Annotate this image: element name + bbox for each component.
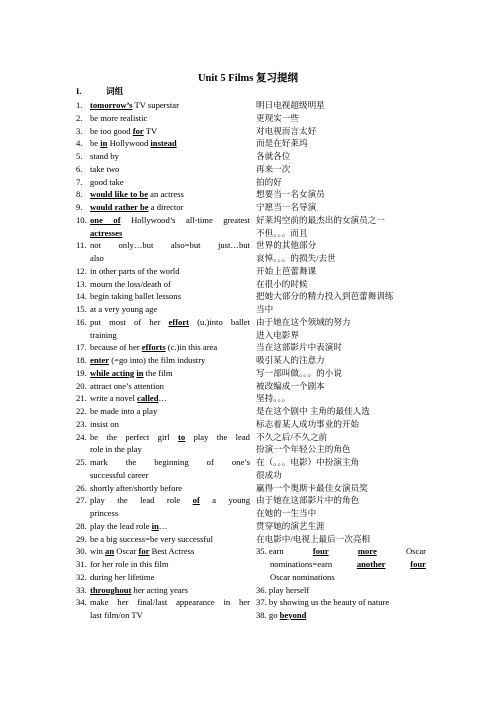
item-phrase (90, 113, 250, 124)
phrase-text: Oscar (405, 546, 426, 557)
phrase-text: go (268, 610, 280, 620)
phrase-text: be a big success=be very successful (90, 533, 213, 544)
item-number: 10. (76, 214, 87, 225)
item-translation: 对电视而言太好 (256, 125, 317, 136)
item-phrase (90, 291, 250, 302)
item-phrase (90, 279, 250, 290)
item-phrase: 35. earn (256, 546, 284, 557)
phrase-text: play the lead (185, 431, 250, 442)
item-number: 33. (76, 584, 87, 595)
item-phrase (90, 138, 250, 149)
phrase-keyword: enter (90, 355, 110, 365)
phrase-keyword: of (192, 495, 200, 506)
item-translation: 吸引某人的注意力 (256, 355, 325, 365)
item-phrase (90, 164, 250, 175)
phrase-text: (u.)into ballet (189, 316, 250, 327)
item-translation: 被改编成一个剧本 (256, 380, 325, 391)
item-translation: 拍的好 (256, 176, 282, 187)
item-number: 18. (76, 355, 87, 365)
list-item (256, 585, 309, 596)
item-phrase (90, 304, 250, 315)
item-phrase (90, 495, 250, 506)
item-phrase (90, 381, 250, 392)
item-phrase (90, 534, 250, 545)
item-number: 15. (76, 304, 87, 314)
item-number: 1. (76, 100, 83, 110)
phrase-text: be too good (90, 125, 133, 136)
item-number: 5. (76, 151, 83, 161)
item-phrase (90, 368, 250, 379)
item-translation: 在电影中/电视上最后一次亮相 (256, 533, 371, 544)
phrase-text: play herself (268, 584, 310, 595)
phrase-keyword: instead (150, 138, 177, 149)
item-translation: 很成功 (256, 469, 282, 480)
item-number: 32. (76, 571, 87, 582)
phrase-text: stand by (90, 151, 119, 161)
section-heading (76, 85, 123, 97)
item-translation: 各就各位 (256, 151, 291, 161)
phrase-text: Best Actress (149, 546, 195, 557)
phrase-keyword: in (151, 520, 159, 531)
item-phrase-continued: training (90, 329, 117, 340)
item-number: 37. (256, 597, 269, 608)
item-phrase (90, 317, 250, 328)
item-number: 24. (76, 431, 87, 442)
item-translation: 不久之后/不久之前 (256, 431, 328, 442)
phrase-text: insist on (90, 418, 119, 429)
phrase-text: at a very young age (90, 304, 158, 314)
item-number: 26. (76, 482, 87, 493)
phrase-text: (=go into) the film industry (109, 355, 206, 365)
item-number: 16. (76, 316, 87, 327)
phrase-keyword: to (178, 431, 186, 442)
item-translation: 哀悼。。。的损失/去世 (256, 253, 336, 263)
item-number: 20. (76, 380, 87, 391)
phrase-text: the film (143, 367, 173, 378)
item-translation: 在很小的时候 (256, 278, 308, 289)
item-phrase-continued: actresses (90, 227, 123, 238)
phrase-text: an actress (148, 189, 184, 200)
item-phrase (90, 483, 250, 494)
item-translation: 由于她在这部影片中的角色 (256, 495, 360, 506)
phrase-keyword: one of (90, 214, 121, 225)
item-number: 22. (76, 406, 87, 416)
item-translation: 想要当一名女演员 (256, 189, 325, 200)
item-phrase (90, 572, 250, 583)
item-phrase (90, 597, 250, 608)
page-title: Unit 5 Films 复习提纲 (197, 73, 299, 84)
phrase-text: play the lead role (90, 495, 193, 506)
item-number: 31. (76, 559, 87, 569)
section-number: I. (76, 86, 82, 96)
item-number: 19. (76, 367, 87, 378)
phrase-text: in other parts of the world (90, 265, 180, 276)
item-number: 36. (256, 584, 269, 595)
phrase-text: attract one’s attention (90, 380, 164, 391)
phrase-keyword: called (137, 393, 159, 404)
item-number: 17. (76, 342, 87, 353)
phrase-text: mourn the loss/death of (90, 278, 171, 289)
item-translation: 扮演一个年轻公主的角色 (256, 444, 351, 455)
list-item (256, 610, 306, 621)
item-phrase-continued (270, 559, 426, 570)
phrase-text: write a novel (90, 393, 138, 404)
item-number: 38. (256, 610, 269, 620)
phrase-text: shortly after/shortly before (90, 482, 183, 493)
phrase-text: by showing us the beauty of nature (268, 597, 390, 608)
item-phrase-continued: also (90, 253, 104, 263)
item-translation: 好莱坞空前的最杰出的女演员之一 (256, 214, 385, 225)
phrase-text: make her final/last appearance in her (90, 597, 250, 608)
list-item (256, 597, 389, 608)
item-translation: 明日电视超级明星 (256, 100, 325, 110)
item-phrase (90, 100, 250, 111)
phrase-text: Oscar (114, 546, 139, 557)
phrase-text: begin taking ballet lessons (90, 291, 181, 302)
item-translation: 把她大部分的精力投入到芭蕾舞训练 (256, 291, 394, 302)
item-phrase (90, 457, 250, 468)
item-translation: 世界的其他部分 (256, 240, 317, 251)
phrase-text: her acting years (131, 584, 188, 595)
phrase-text: … (158, 520, 168, 531)
item-number: 12. (76, 265, 87, 276)
item-translation: 再来一次 (256, 163, 291, 174)
phrase-keyword: in (136, 367, 144, 378)
item-translation: 在（。。。电影）中扮演主角 (256, 457, 360, 467)
item-number: 34. (76, 597, 87, 608)
item-phrase (90, 585, 250, 596)
phrase-text: be (90, 138, 101, 149)
item-phrase (90, 393, 250, 404)
phrase-text: for her role in this film (90, 559, 169, 569)
item-number: 27. (76, 495, 87, 506)
item-translation: 进入电影界 (256, 329, 299, 340)
phrase-text: … (158, 393, 168, 404)
item-number: 23. (76, 418, 87, 429)
phrase-text: Hollywood’s all-time greatest (120, 214, 250, 225)
phrase-keyword: throughout (90, 584, 132, 595)
item-translation: 是在这个剧中 主角的最佳人选 (256, 406, 370, 416)
phrase-text: be made into a play (90, 406, 158, 416)
phrase-text: put most of her (90, 316, 169, 327)
item-phrase (90, 215, 250, 226)
item-translation: 写一部叫做。。。的小说 (256, 367, 342, 378)
item-translation: 坚持。。。 (256, 393, 291, 404)
item-translation: 开始上芭蕾舞课 (256, 265, 317, 276)
item-translation: 贯穿她的演艺生涯 (256, 520, 325, 531)
item-translation: 不但。。。而且 (256, 227, 308, 238)
item-phrase-continued: Oscar nominations (270, 571, 335, 582)
item-number: 21. (76, 393, 87, 404)
item-phrase-continued: last film/on TV (90, 610, 143, 620)
item-phrase (90, 355, 250, 366)
item-phrase (90, 126, 250, 137)
item-phrase (90, 266, 250, 277)
phrase-keyword: four (410, 559, 426, 569)
phrase-text: good take (90, 176, 124, 187)
phrase-keyword: four (312, 546, 329, 557)
phrase-keyword: another (356, 559, 386, 569)
phrase-text: a young (199, 495, 250, 506)
phrase-text: (c.)in this area (165, 342, 218, 353)
item-number: 11. (76, 240, 87, 251)
item-translation: 宁愿当一名导演 (256, 202, 317, 212)
phrase-text: be the perfect girl (90, 431, 178, 442)
item-phrase (90, 406, 250, 417)
phrase-keyword: an (105, 546, 115, 557)
item-number: 7. (76, 176, 83, 187)
item-phrase (90, 240, 250, 251)
item-number: 29. (76, 533, 87, 544)
phrase-keyword: in (100, 138, 108, 149)
item-translation: 赢得一个奥斯卡最佳女演员奖 (256, 482, 368, 493)
item-phrase-continued: princess (90, 508, 119, 518)
phrase-text: play the lead role (90, 520, 152, 531)
item-translation: 标志着某人成功事业的开始 (256, 418, 360, 429)
item-number: 28. (76, 520, 87, 531)
phrase-keyword: tomorrow’s (90, 100, 133, 110)
phrase-keyword: effort (168, 316, 190, 327)
item-number: 3. (76, 125, 83, 136)
phrase-keyword: beyond (279, 610, 307, 620)
phrase-text: TV (143, 125, 158, 136)
item-phrase-continued: role in the play (90, 444, 142, 455)
item-translation: 而是在好莱坞 (256, 138, 308, 149)
item-number: 9. (76, 202, 83, 212)
item-number: 13. (76, 278, 87, 289)
item-number: 4. (76, 138, 83, 149)
section-label: 词组 (106, 86, 124, 96)
item-phrase (90, 342, 250, 353)
phrase-keyword: would rather be (90, 202, 149, 212)
item-phrase (90, 546, 250, 557)
phrase-keyword: for (138, 546, 150, 557)
phrase-text: during her lifetime (90, 571, 155, 582)
phrase-text: TV superstar (132, 100, 179, 110)
item-number: 2. (76, 112, 83, 123)
phrase-text: because of her (90, 342, 142, 353)
item-number: 25. (76, 457, 87, 467)
item-phrase-continued: successful career (90, 469, 149, 480)
item-phrase (90, 177, 250, 188)
phrase-text: win (90, 546, 106, 557)
phrase-text: nominations=earn (270, 559, 333, 569)
item-phrase (90, 432, 250, 443)
item-number: 6. (76, 163, 83, 174)
phrase-keyword: while acting (90, 367, 135, 378)
item-phrase (90, 419, 250, 430)
item-number: 8. (76, 189, 83, 200)
phrase-text: mark the beginning of one’s (90, 457, 250, 467)
item-translation: 当中 (256, 304, 274, 314)
item-translation: 由于她在这个领域的努力 (256, 316, 351, 327)
item-phrase (90, 559, 250, 570)
item-translation: 在她的一生当中 (256, 508, 317, 518)
item-number: 30. (76, 546, 87, 557)
phrase-keyword: efforts (141, 342, 166, 353)
item-number: 14. (76, 291, 87, 302)
item-translation: 当在这部影片中表演时 (256, 342, 342, 353)
list-item (256, 546, 426, 557)
item-phrase (90, 151, 250, 162)
phrase-text: Hollywood (107, 138, 151, 149)
item-phrase (90, 189, 250, 200)
item-phrase (90, 202, 250, 213)
phrase-keyword: for (132, 125, 144, 136)
phrase-text: not only…but also=but just…but (90, 240, 250, 251)
phrase-keyword: would like to be (90, 189, 149, 200)
phrase-text: a director (148, 202, 184, 212)
phrase-text: be more realistic (90, 112, 148, 123)
phrase-keyword: more (357, 546, 377, 557)
item-translation: 更现实一些 (256, 112, 299, 123)
item-phrase (90, 521, 250, 532)
phrase-text: take two (90, 163, 120, 174)
